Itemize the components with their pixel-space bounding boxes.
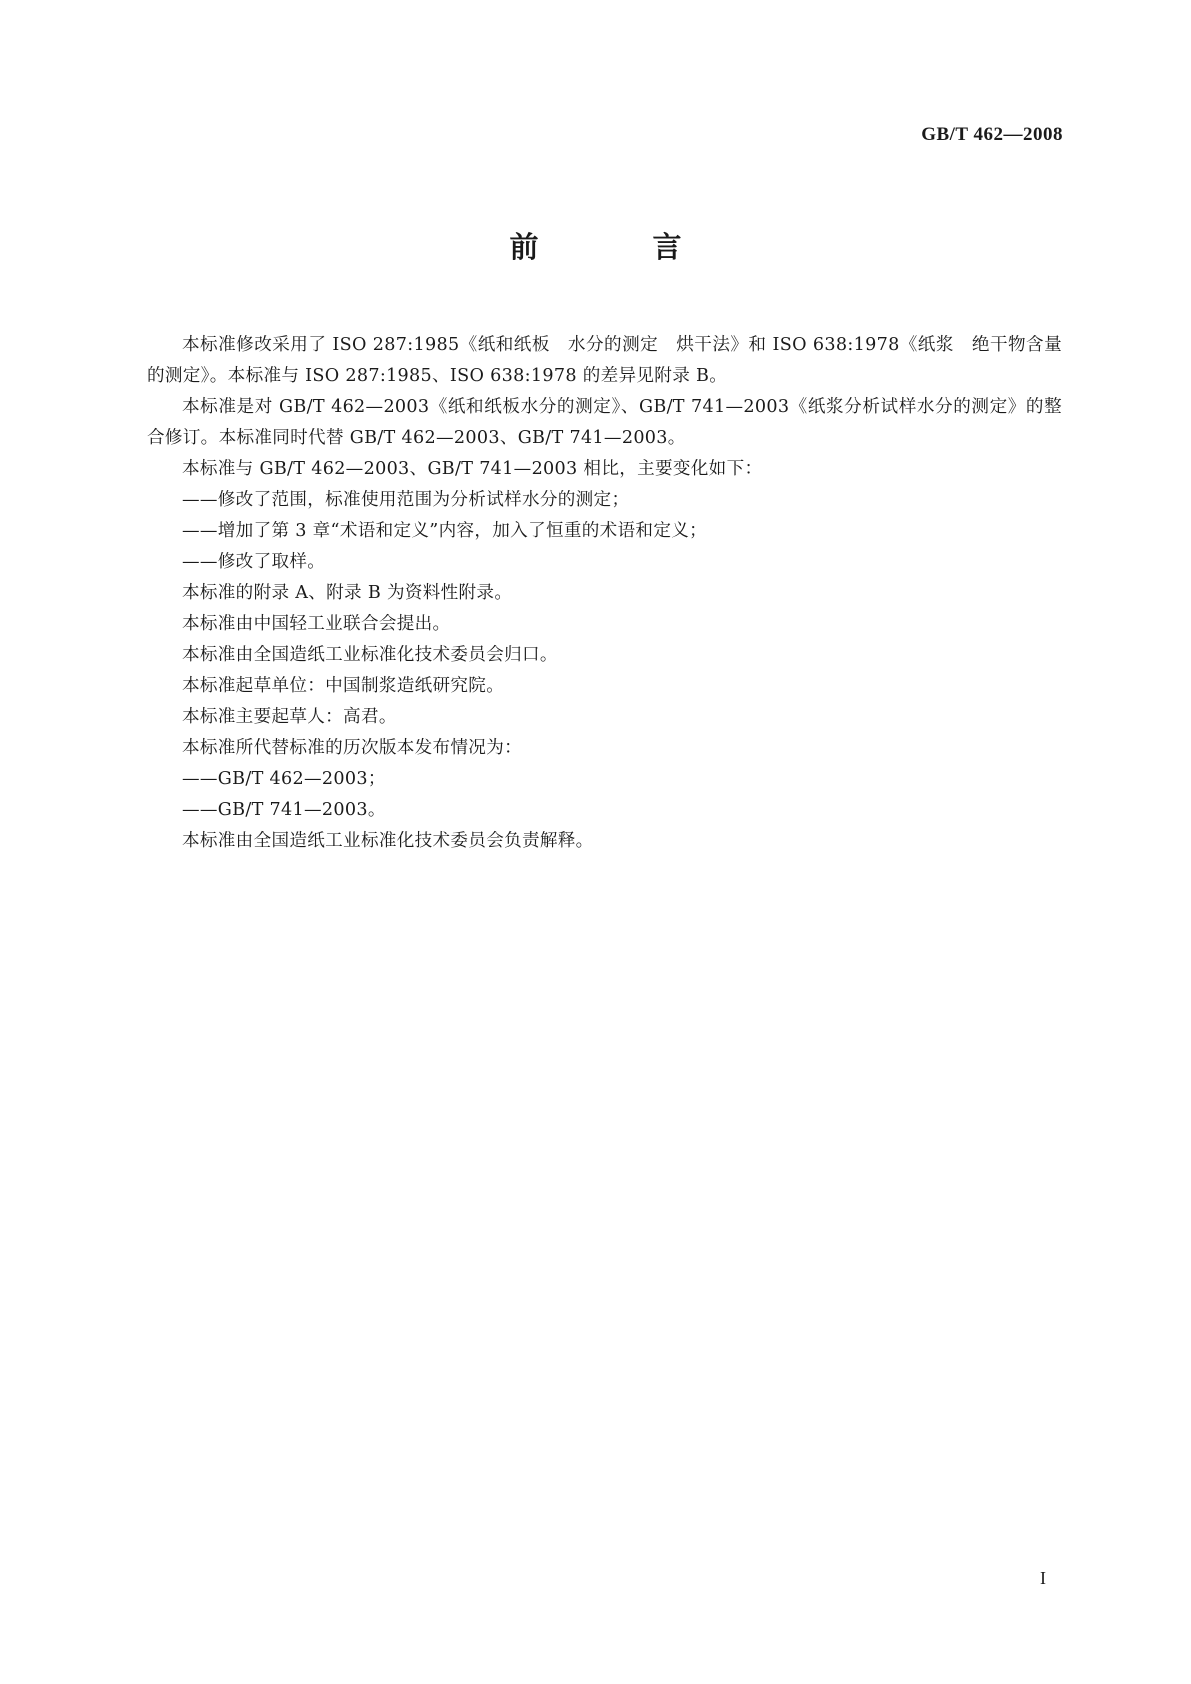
- list-item: ——增加了第 3 章“术语和定义”内容，加入了恒重的术语和定义；: [182, 521, 708, 541]
- paragraph: 本标准修改采用了 ISO 287:1985《纸和纸板 水分的测定 烘干法》和 ISO 638:1978《纸浆 绝干物含量的测定》。本标准与 ISO 287:1985、ISO 638:1978 的差异见附录 B。: [147, 335, 1062, 386]
- paragraph: 本标准的附录 A、附录 B 为资料性附录。: [182, 583, 513, 603]
- list-item: ——修改了取样。: [182, 552, 326, 572]
- list-item: ——修改了范围，标准使用范围为分析试样水分的测定；: [182, 490, 630, 510]
- paragraph: 本标准由中国轻工业联合会提出。: [182, 614, 451, 634]
- paragraph: 本标准由全国造纸工业标准化技术委员会负责解释。: [182, 831, 594, 851]
- standard-code: GB/T 462—2008: [921, 124, 1063, 145]
- paragraph: 本标准起草单位：中国制浆造纸研究院。: [182, 676, 505, 696]
- list-item: ——GB/T 462—2003；: [182, 769, 386, 789]
- paragraph: 本标准由全国造纸工业标准化技术委员会归口。: [182, 645, 558, 665]
- paragraph: 本标准主要起草人：高君。: [182, 707, 397, 727]
- paragraph: 本标准是对 GB/T 462—2003《纸和纸板水分的测定》、GB/T 741—2003《纸浆分析试样水分的测定》的整合修订。本标准同时代替 GB/T 462—2003、GB/T 741—2003。: [147, 397, 1062, 448]
- paragraph: 本标准与 GB/T 462—2003、GB/T 741—2003 相比，主要变化如下：: [182, 459, 763, 479]
- page-number: I: [1040, 1568, 1046, 1588]
- foreword-body: [147, 330, 1062, 857]
- paragraph: 本标准所代替标准的历次版本发布情况为：: [182, 738, 522, 758]
- list-item: ——GB/T 741—2003。: [182, 800, 386, 820]
- page-title: 前 言: [509, 230, 734, 264]
